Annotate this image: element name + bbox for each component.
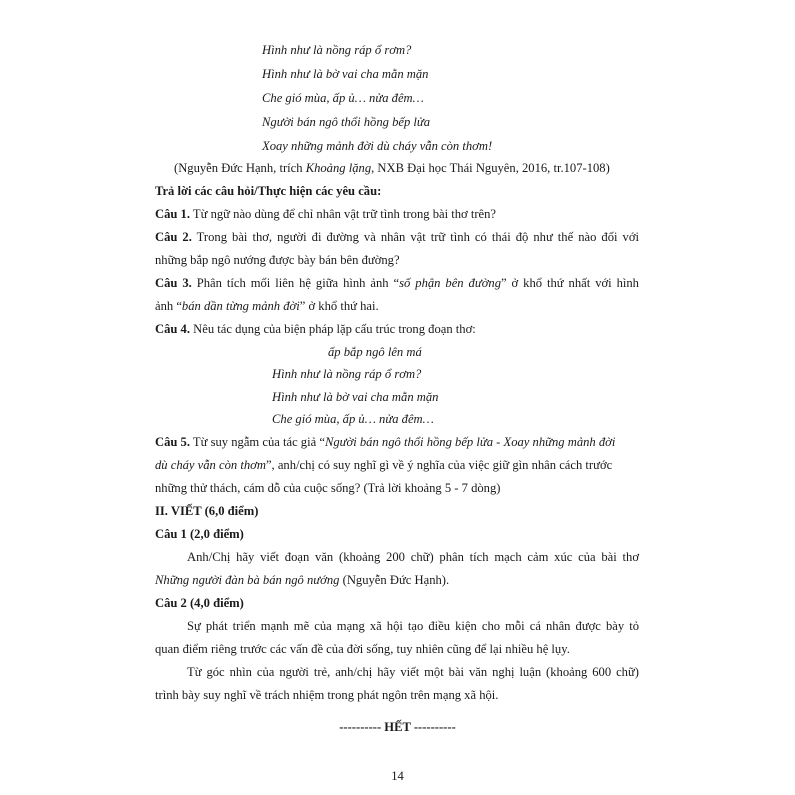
question-3-line-2 [155, 298, 379, 314]
excerpt-line: ấp bắp ngô lên má [328, 345, 422, 359]
question-label: Câu 2. [155, 230, 192, 244]
citation-after: , NXB Đại học Thái Nguyên, 2016, tr.107-108) [371, 161, 610, 175]
question-text: ” ở khổ thứ hai. [299, 299, 379, 313]
quoted-phrase: dù cháy vẫn còn thơm [155, 458, 266, 472]
question-label: Câu 4. [155, 322, 190, 336]
question-2-line-1 [155, 229, 639, 245]
poem-title: Những người đàn bà bán ngô nướng [155, 573, 340, 587]
task-1-line-2 [155, 572, 449, 588]
question-label: Câu 5. [155, 435, 190, 449]
citation-before: (Nguyễn Đức Hạnh, trích [174, 161, 306, 175]
quoted-phrase: bán dần từng mảnh đời [181, 299, 300, 313]
poem-line: Người bán ngô thổi hồng bếp lửa [262, 115, 431, 129]
question-2-line-2: những bắp ngô nướng được bày bán bên đường? [155, 253, 400, 267]
question-1 [155, 206, 496, 222]
question-text: ”, anh/chị có suy nghĩ gì về ý nghĩa của việc giữ gìn nhân cách trước [265, 458, 613, 472]
section-heading: II. VIẾT (6,0 điểm) [155, 504, 259, 518]
question-text: Từ suy ngẫm của tác giả “ [190, 435, 325, 449]
quoted-phrase: Người bán ngô thổi hồng bếp lửa - Xoay những mảnh đời [324, 435, 616, 449]
task-2-line-1: Sự phát triển mạnh mẽ của mạng xã hội tạo điều kiện cho mỗi cá nhân được bày tỏ [187, 619, 639, 633]
task-2-line-2: quan điểm riêng trước các vấn đề của đời sống, tuy nhiên cũng để lại nhiều hệ lụy. [155, 642, 570, 656]
task-1-heading: Câu 1 (2,0 điểm) [155, 527, 244, 541]
question-text: ảnh “ [155, 299, 182, 313]
question-5-line-1 [155, 434, 615, 450]
poem-line: Che gió mùa, ấp ủ… nửa đêm… [262, 91, 424, 105]
question-text: Nêu tác dụng của biện pháp lặp cấu trúc trong đoạn thơ: [190, 322, 476, 336]
page-number: 14 [391, 769, 404, 783]
question-3-line-1 [155, 275, 639, 291]
task-2-line-3: Từ góc nhìn của người trẻ, anh/chị hãy viết một bài văn nghị luận (khoảng 600 chữ) [187, 665, 639, 679]
question-text: Trong bài thơ, người đi đường và nhân vật trữ tình có thái độ như thế nào đối với [191, 230, 639, 244]
poem-line: Hình như là bờ vai cha mằn mặn [262, 67, 429, 81]
task-text: (Nguyễn Đức Hạnh). [339, 573, 450, 587]
task-1-line-1: Anh/Chị hãy viết đoạn văn (khoảng 200 chữ) phân tích mạch cảm xúc của bài thơ [187, 550, 639, 564]
citation-title: Khoảng lặng [305, 161, 372, 175]
excerpt-line: Hình như là nồng ráp ổ rơm? [272, 367, 422, 381]
question-label: Câu 1. [155, 207, 190, 221]
quoted-phrase: số phận bên đường [399, 276, 502, 290]
question-5-line-2 [155, 457, 612, 473]
question-label: Câu 3. [155, 276, 192, 290]
poem-line: Hình như là nồng ráp ổ rơm? [262, 43, 412, 57]
question-text: ” ở khổ thứ nhất với hình [501, 276, 639, 290]
excerpt-line: Hình như là bờ vai cha mằn mặn [272, 390, 439, 404]
excerpt-line: Che gió mùa, ấp ủ… nửa đêm… [272, 412, 434, 426]
question-text: Từ ngữ nào dùng để chỉ nhân vật trữ tình trong bài thơ trên? [190, 207, 497, 221]
task-2-heading: Câu 2 (4,0 điểm) [155, 596, 244, 610]
question-4 [155, 321, 476, 337]
end-marker: ---------- HẾT ---------- [339, 720, 456, 734]
instructions-heading: Trả lời các câu hỏi/Thực hiện các yêu cầu: [155, 184, 382, 198]
question-text: Phân tích mối liên hệ giữa hình ảnh “ [191, 276, 400, 290]
question-5-line-3: những thử thách, cám dỗ của cuộc sống? (Trả lời khoảng 5 - 7 dòng) [155, 481, 501, 495]
poem-line: Xoay những mảnh đời dù cháy vẫn còn thơm! [262, 139, 493, 153]
task-2-line-4: trình bày suy nghĩ về trách nhiệm trong phát ngôn trên mạng xã hội. [155, 688, 499, 702]
poem-citation [174, 160, 610, 176]
